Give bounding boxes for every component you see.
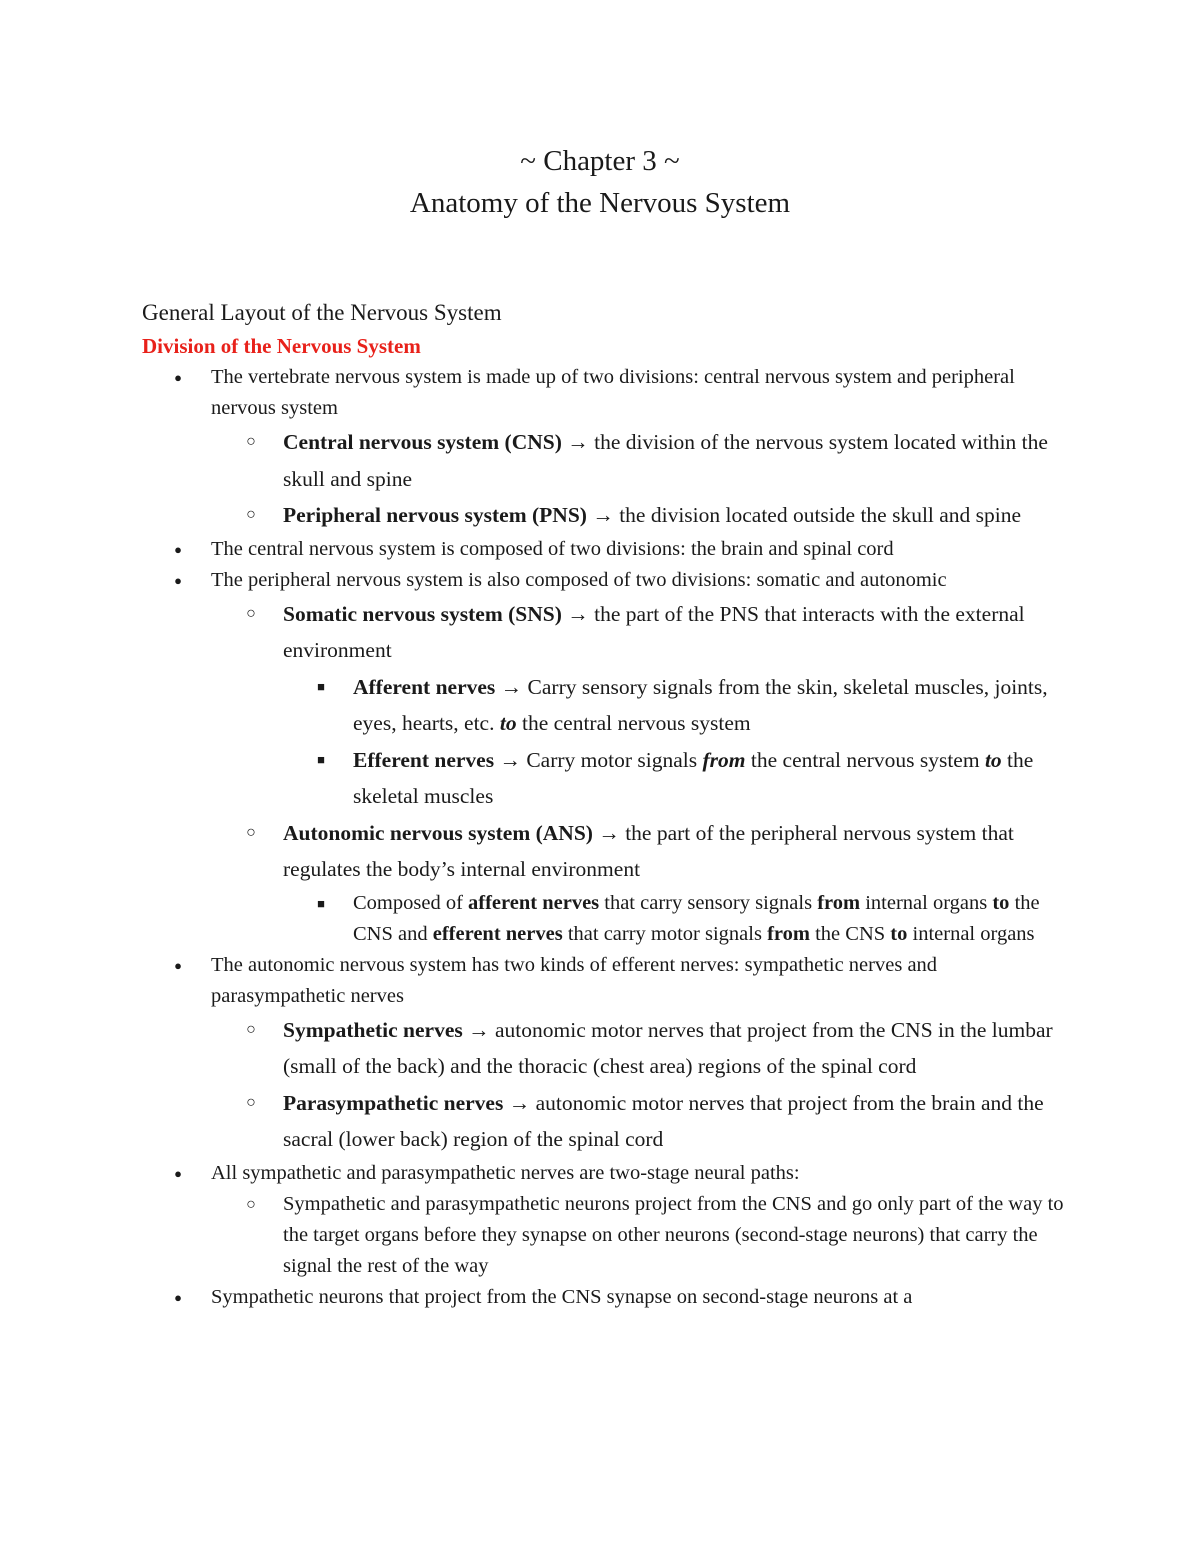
bullet-circle-icon: ○ [246,604,256,622]
bullet-circle-icon: ○ [246,433,256,450]
list-item: ● All sympathetic and parasympathetic nerves are two-stage neural paths: ○ Sympathetic and parasympathetic neurons project from the CNS and go only part of the way to the target organs before they synapse on other neurons (second-stage neurons) that carry the signal the rest of the way [142,1158,1072,1282]
list-item: ○ Sympathetic and parasympathetic neurons project from the CNS and go only part of the way to the target organs before they synapse on other neurons (second-stage neurons) that carry the signal the rest of the way [142,1189,1072,1282]
list-item: ■ Composed of afferent nerves that carry sensory signals from internal organs to the CNS and efferent nerves that carry motor signals from the CNS to internal organs [142,888,1072,950]
bullet-dot-icon: ● [174,957,182,973]
bullet-dot-icon: ● [174,572,182,588]
title-block [0,140,1200,224]
list-item: ○ Central nervous system (CNS) → the division of the nervous system located within the skull and spine [142,424,1072,497]
bullet-square-icon: ■ [317,895,325,911]
chapter-label: ~ Chapter 3 ~ [520,145,680,177]
bullet-dot-icon: ● [174,370,182,385]
bullet-circle-icon: ○ [246,1195,256,1213]
list-item: ● Sympathetic neurons that project from the CNS synapse on second-stage neurons at a [142,1282,1072,1313]
bullet-square-icon: ■ [317,678,325,694]
list-item: ○ Sympathetic nerves → autonomic motor nerves that project from the CNS in the lumbar (small of the back) and the thoracic (chest area) regions of the spinal cord [142,1012,1072,1085]
section-heading: General Layout of the Nervous System [142,300,502,325]
list-item: ■ Efferent nerves → Carry motor signals from the central nervous system to the skeletal muscles [142,742,1072,815]
bullet-circle-icon: ○ [246,1093,256,1111]
list-item: ● The vertebrate nervous system is made up of two divisions: central nervous system and peripheral nervous system ○ Central nervous system (CNS) → the division of the nervous system located within the skull and spine ○ Peripheral nervous system (PNS) → the division located outside the skull and spine [142,362,1072,534]
bullet-square-icon: ■ [317,751,325,767]
bullet-dot-icon: ● [174,1289,182,1305]
bullet-circle-icon: ○ [246,823,256,841]
list-item: ○ Somatic nervous system (SNS) → the part of the PNS that interacts with the external environment ■ Afferent nerves → Carry sensory signals from the skin, skeletal muscles, joints, eyes, hearts, etc. to the central nervous system ■ Efferent nerves → Carry motor signals from the central nervous system to the skeletal muscles [142,596,1072,815]
bullet-list [142,362,1072,1313]
list-item: ■ Afferent nerves → Carry sensory signals from the skin, skeletal muscles, joints, eyes, hearts, etc. to the central nervous system [142,669,1072,742]
list-item: ● The peripheral nervous system is also composed of two divisions: somatic and autonomic ○ Somatic nervous system (SNS) → the part of the PNS that interacts with the external environment ■ Afferent nerves → Carry sensory signals from the skin, skeletal muscles, joints, eyes, hearts, etc. to the central nervous system ■ Efferent nerves → Carry motor signals from the central nervous system to the skeletal muscles ○ Autonomic nervous system (ANS) → the part of the peripheral nervous system that regulates the body’s internal environment ■ Composed of afferent nerves that carry sensory signals from internal organs to the CNS and efferent nerves that carry motor signals from the CNS to internal organs [142,565,1072,950]
list-item: ● The central nervous system is composed of two divisions: the brain and spinal cord [142,534,1072,565]
bullet-dot-icon: ● [174,1165,182,1181]
subsection-heading: Division of the Nervous System [142,334,421,358]
bullet-circle-icon: ○ [246,1020,256,1038]
bullet-circle-icon: ○ [246,506,256,523]
list-item: ○ Peripheral nervous system (PNS) → the division located outside the skull and spine [142,497,1072,534]
list-item: ● The autonomic nervous system has two kinds of efferent nerves: sympathetic nerves and parasympathetic nerves ○ Sympathetic nerves → autonomic motor nerves that project from the CNS in the lumbar (small of the back) and the thoracic (chest area) regions of the spinal cord ○ Parasympathetic nerves → autonomic motor nerves that project from the brain and the sacral (lower back) region of the spinal cord [142,950,1072,1158]
list-item: ○ Parasympathetic nerves → autonomic motor nerves that project from the brain and the sacral (lower back) region of the spinal cord [142,1085,1072,1158]
list-item: ○ Autonomic nervous system (ANS) → the part of the peripheral nervous system that regulates the body’s internal environment ■ Composed of afferent nerves that carry sensory signals from internal organs to the CNS and efferent nerves that carry motor signals from the CNS to internal organs [142,815,1072,950]
document-body [142,296,1072,1313]
chapter-title: Anatomy of the Nervous System [409,187,791,219]
bullet-dot-icon: ● [174,541,182,557]
